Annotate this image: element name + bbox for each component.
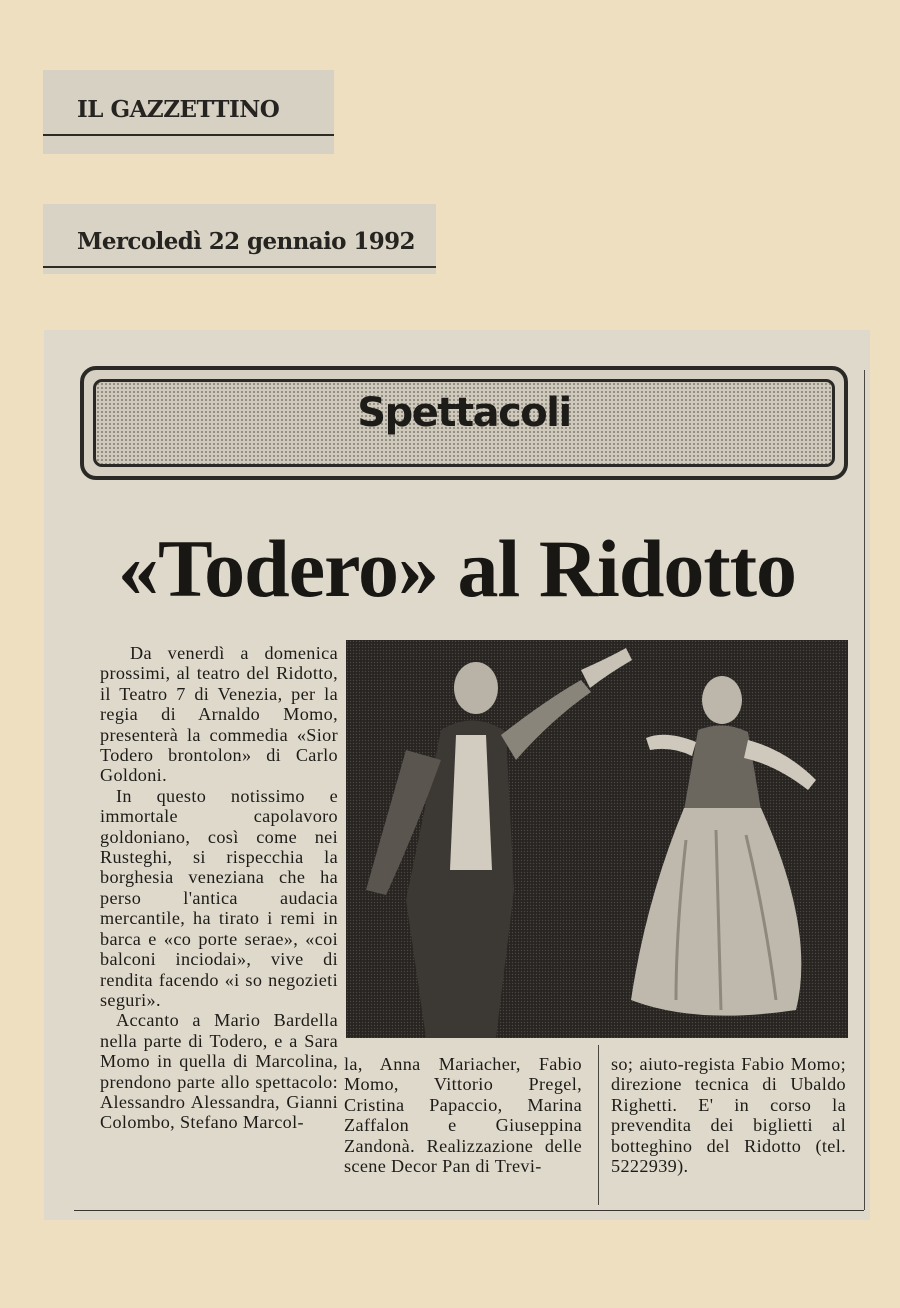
article-paragraph-1: Da venerdì a domenica prossimi, al teatro del Ridotto, il Teatro 7 di Venezia, per la regia di Arnaldo Momo, presenterà la commedia «Sior Todero brontolon» di Carlo Goldoni.	[100, 643, 338, 786]
publication-date: Mercoledì 22 gennaio 1992	[77, 228, 415, 255]
date-clipping	[43, 204, 436, 274]
article-headline: «Todero» al Ridotto	[117, 523, 797, 614]
column-divider	[598, 1045, 599, 1205]
stage-photo-icon	[346, 640, 848, 1038]
masthead-rule	[43, 134, 334, 136]
section-header-box	[80, 366, 848, 480]
article-column-3: so; aiuto-regista Fabio Momo; direzione tecnica di Ubaldo Righetti. E' in corso la prevendita dei biglietti al botteghino del Ridotto (tel. 5222939).	[611, 1054, 846, 1177]
page-edge-rule	[864, 370, 865, 1210]
date-rule	[43, 266, 436, 268]
article-paragraph-3: Accanto a Mario Bardella nella parte di Todero, e a Sara Momo in quella di Marcolina, prendono parte allo spettacolo: Alessandro Alessandra, Gianni Colombo, Stefano Marcol-	[100, 1010, 338, 1133]
bottom-rule	[74, 1210, 864, 1211]
article-column-2: la, Anna Mariacher, Fabio Momo, Vittorio Pregel, Cristina Papaccio, Marina Zaffalon e Giuseppina Zandonà. Realizzazione delle scene Decor Pan di Trevi-	[344, 1054, 582, 1177]
article-paragraph-2: In questo notissimo e immortale capolavoro goldoniano, così come nei Rusteghi, si rispecchia la borghesia veneziana che ha perso l'antica audacia mercantile, ha tirato i remi in barca e «co porte serae», «coi balconi inciodai», vive di rendita facendo «i so negozieti seguri».	[100, 785, 338, 1010]
article-column-1	[100, 643, 338, 1133]
section-title: Spettacoli	[357, 390, 571, 436]
masthead-clipping	[43, 70, 334, 154]
newspaper-name: IL GAZZETTINO	[77, 96, 280, 123]
article-clipping	[44, 330, 870, 1220]
